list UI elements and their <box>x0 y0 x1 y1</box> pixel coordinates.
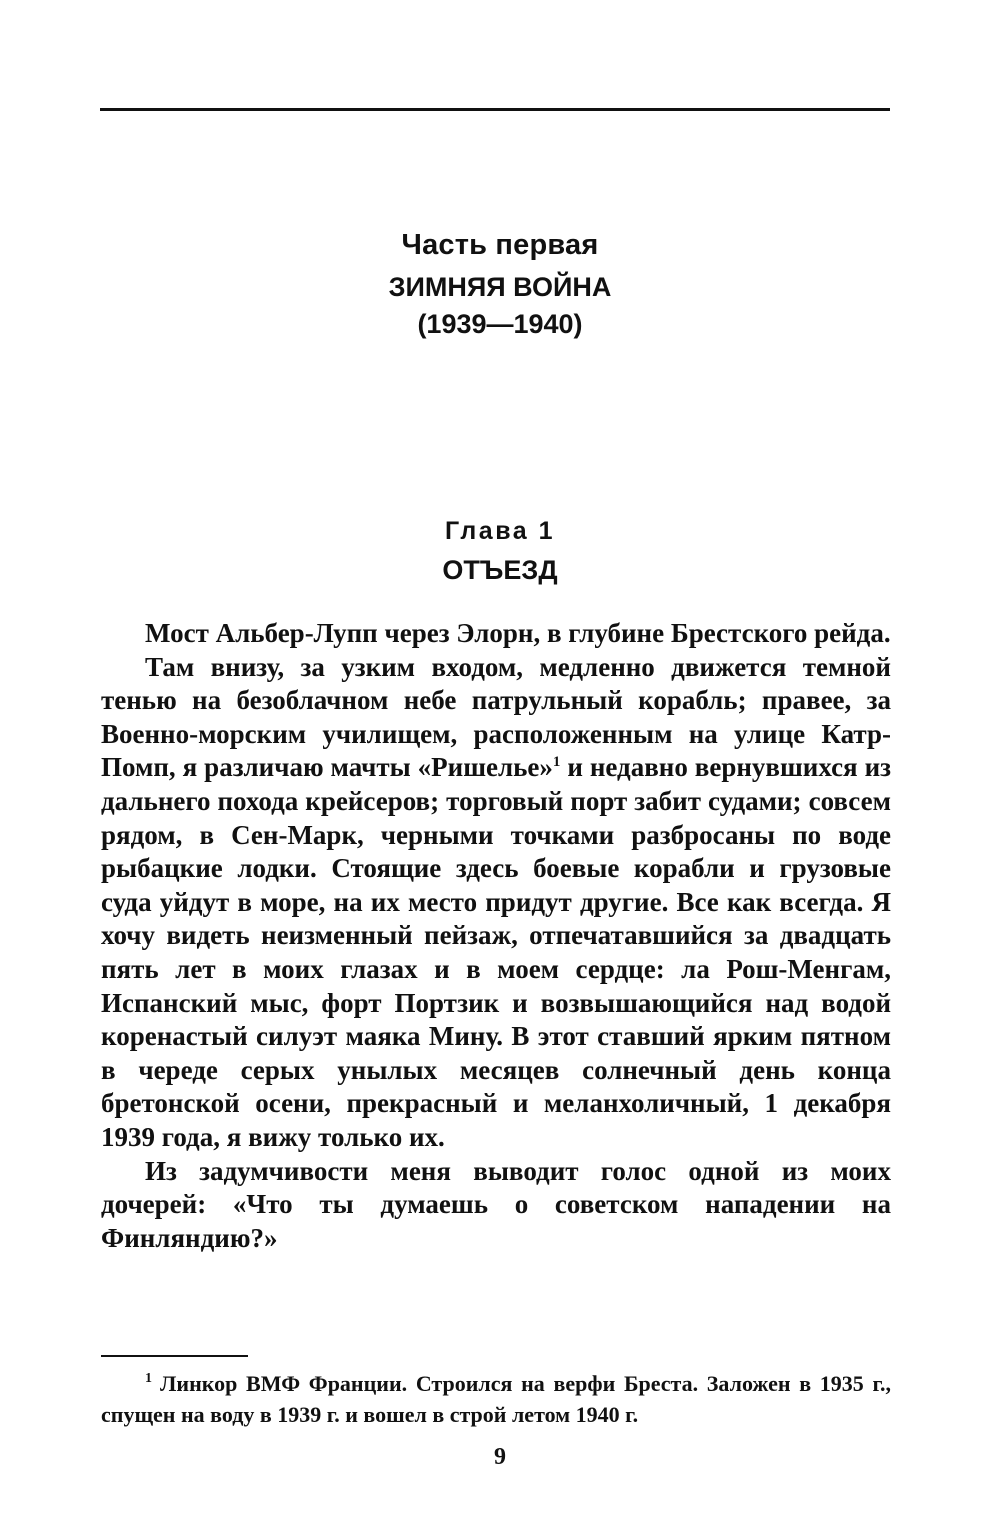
chapter-label: Глава 1 <box>444 517 555 545</box>
footnote-text: Линкор ВМФ Франции. Строился на верфи Бреста. Заложен в 1935 г., спущен на воду в 1939 г. и вошел в строй летом 1940 г. <box>101 1371 891 1427</box>
paragraph-2-text-continued: и недавно вернувшихся из дальнего похода крейсеров; торговый порт забит судами; совсем рядом, в Сен-Марк, черными точками разбросаны по воде рыбацкие лодки. Стоящие здесь боевые корабли и грузовые суда уйдут в море, на их место придут другие. Все как всегда. Я хочу видеть неизменный пейзаж, отпечатавшийся за двадцать пять лет в моих глазах и в моем сердце: ла Рош-Менгам, Испанский мыс, форт Портзик и возвышающийся над водой коренастый силуэт маяка Мину. В этот ставший ярким пятном в череде серых унылых месяцев солнечный день конца бретонской осени, прекрасный и меланхоличный, 1 декабря 1939 года, я вижу только их. <box>101 752 892 1152</box>
part-years: (1939—1940) <box>417 309 583 339</box>
part-label: Часть первая <box>401 229 599 261</box>
top-rule <box>100 108 890 111</box>
part-heading <box>0 226 1000 342</box>
paragraph-1: Мост Альбер-Лупп через Элорн, в глубине Брестского рейда. <box>145 618 891 648</box>
part-title: ЗИМНЯЯ ВОЙНА <box>388 272 612 302</box>
paragraph-2-text: Там внизу, за узким входом, медленно движется темной тенью на безоблачном небе патрульный корабль; правее, за Военно-морским училищем, расположенным на улице Катр-Помп, я различаю мачты «Ришелье» <box>101 651 891 783</box>
page-number: 9 <box>494 1444 506 1470</box>
footnote <box>101 1368 891 1430</box>
footnote-mark: 1 <box>145 1371 152 1386</box>
chapter-heading <box>0 513 1000 591</box>
body-text <box>101 617 891 1255</box>
paragraph-3: Из задумчивости меня выводит голос одной из моих дочерей: «Что ты думаешь о советском нападении на Финляндию?» <box>101 1155 891 1253</box>
paragraph-2 <box>101 651 891 1155</box>
footnote-reference: 1 <box>552 754 561 771</box>
footnote-rule <box>101 1355 248 1357</box>
chapter-title: ОТЪЕЗД <box>442 555 558 585</box>
